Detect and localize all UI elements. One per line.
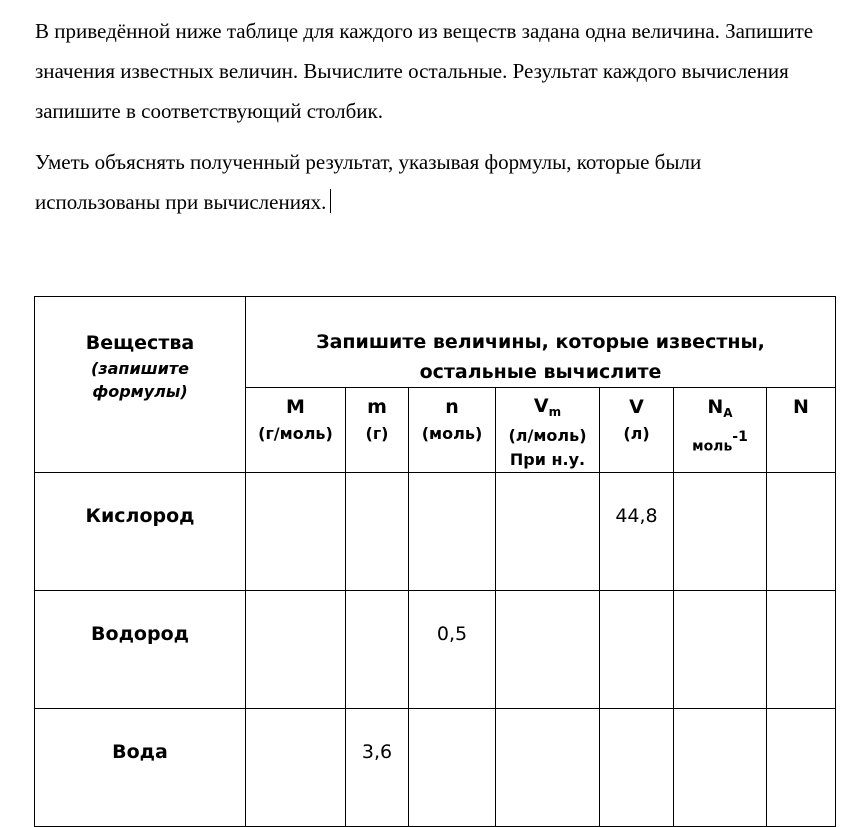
explanation-paragraph [35,142,825,222]
column-unit: (моль) [421,424,483,443]
column-unit [692,428,748,460]
table-cell[interactable] [496,591,600,709]
column-symbol: M [286,396,305,418]
table-cell[interactable] [409,473,496,591]
column-molar-mass [246,388,346,473]
substances-header-cell [35,297,246,473]
row-name: Водород [35,591,246,709]
column-subscript: m [548,405,562,420]
table-cell[interactable] [767,591,836,709]
table-row [35,591,836,709]
table-cell[interactable] [346,591,409,709]
table-cell[interactable] [767,473,836,591]
table-row [35,473,836,591]
table-cell[interactable] [767,709,836,827]
row-name: Кислород [35,473,246,591]
table-cell[interactable] [409,709,496,827]
instruction-paragraph: В приведённой ниже таблице для каждого из веществ задана одна величина. Запишите значения известных величин. Вычислите остальные. Результат каждого вычисления запишите в соответствующий столбик. [35,19,814,123]
table-cell[interactable] [246,473,346,591]
substances-header: Вещества [85,332,195,354]
column-symbol: n [445,396,459,418]
column-avogadro [674,388,767,473]
table-cell[interactable] [246,591,346,709]
table-cell[interactable] [496,473,600,591]
table-cell[interactable] [346,473,409,591]
column-symbol: N [707,396,724,418]
column-unit: (г/моль) [258,424,333,443]
column-mass [346,388,409,473]
column-amount [409,388,496,473]
substances-note-line2: формулы) [92,382,188,401]
table-cell[interactable]: 0,5 [409,591,496,709]
substances-note-line1: (запишите [91,359,189,378]
main-header: Запишите величины, которые известны, остальные вычислите [246,297,836,388]
column-unit-text: моль [692,438,733,455]
column-particles [767,388,836,473]
table-cell[interactable] [674,709,767,827]
table-cell[interactable]: 3,6 [346,709,409,827]
table-row [35,709,836,827]
table-cell[interactable] [674,591,767,709]
column-unit: (г) [365,424,389,443]
column-unit: (л) [623,424,650,443]
column-symbol: m [367,396,387,418]
column-note: При н.у. [509,450,586,470]
explanation-text: Уметь объяснять полученный результат, указывая формулы, которые были использованы при вычислениях. [35,150,702,214]
table-cell[interactable]: 44,8 [600,473,674,591]
column-molar-volume [496,388,600,473]
column-symbol: V [629,396,644,418]
column-symbol: N [793,396,809,418]
table-cell[interactable] [600,591,674,709]
column-subscript: A [723,406,733,421]
table-cell[interactable] [246,709,346,827]
column-superscript: -1 [732,429,748,446]
column-unit: (л/моль) [508,426,587,446]
row-name: Вода [35,709,246,827]
column-volume [600,388,674,473]
table-cell[interactable] [496,709,600,827]
column-symbol: V [533,395,549,417]
table-cell[interactable] [600,709,674,827]
table-cell[interactable] [674,473,767,591]
substances-table [34,296,836,827]
text-cursor [330,189,331,213]
